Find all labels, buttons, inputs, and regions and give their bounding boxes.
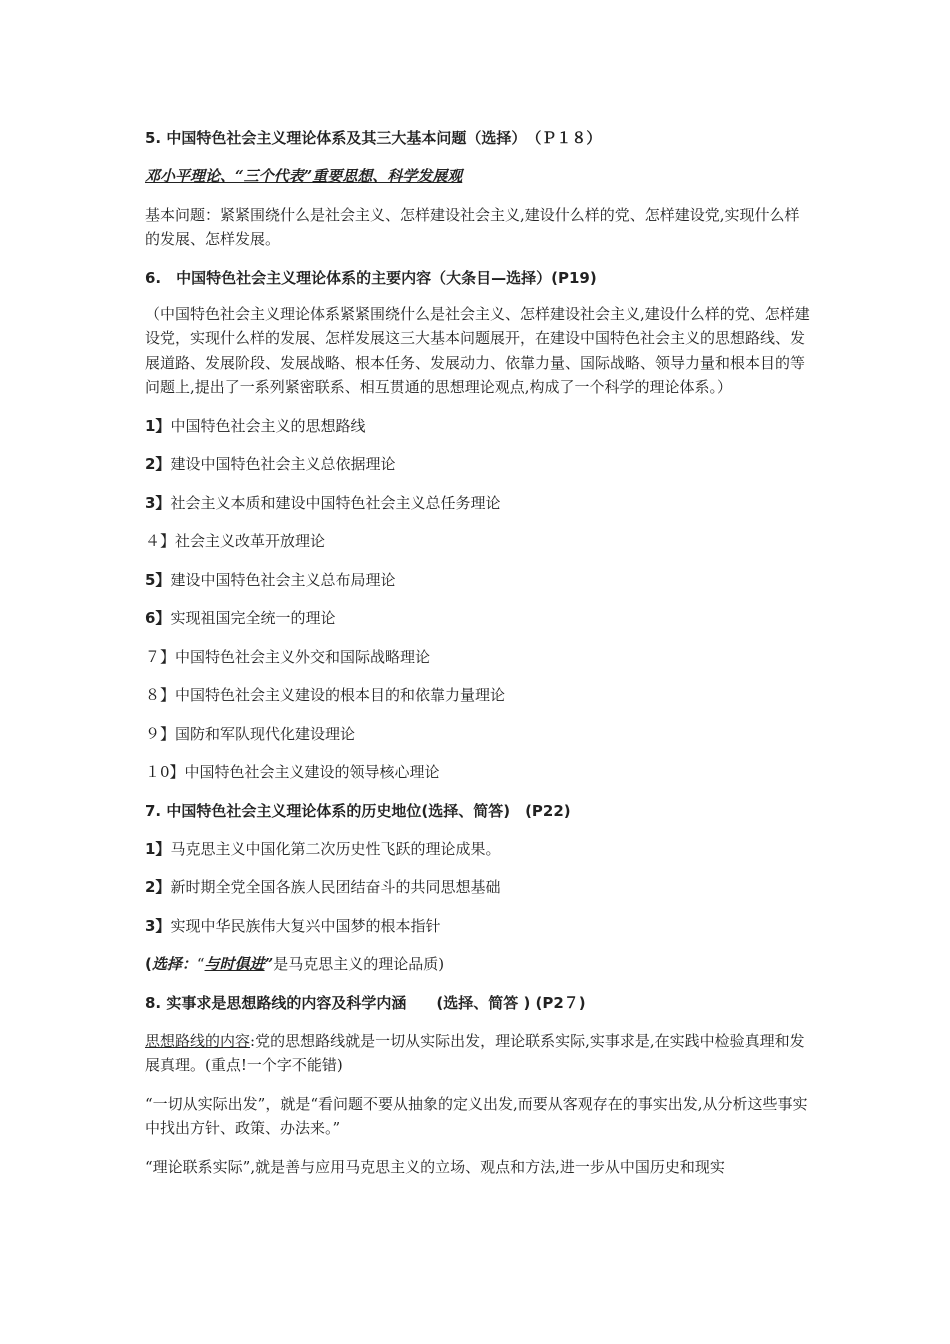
list-item <box>145 452 810 477</box>
list-item-text: 马克思主义中国化第二次历史性飞跃的理论成果。 <box>170 839 501 858</box>
list-item-number: ４】 <box>145 532 176 550</box>
paragraph-text: :党的思想路线就是一切从实际出发，理论联系实际,实事求是,在实践中检验真理和发展真理。(重点!一个字不能错) <box>145 1031 805 1074</box>
list-item-text: 新时期全党全国各族人民团结奋斗的共同思想基础 <box>170 878 501 896</box>
list-item-number: 3】 <box>145 493 171 512</box>
note-quote-close: ” <box>264 955 274 973</box>
section-5-heading: 5. 中国特色社会主义理论体系及其三大基本问题（选择） （Ｐ１８） <box>145 129 602 147</box>
list-item <box>145 529 810 554</box>
note-rest: 是马克思主义的理论品质) <box>273 955 445 973</box>
list-item-number: ９】 <box>145 724 176 743</box>
list-item <box>145 491 810 516</box>
list-item <box>145 645 810 670</box>
list-item-number: 5】 <box>145 570 171 589</box>
section-8-paragraph-2: “一切从实际出发”，就是“看问题不要从抽象的定义出发,而要从客观存在的事实出发,从分析这些事实中找出方针、政策、办法来。” <box>145 1094 808 1137</box>
note-label: 选择： <box>151 955 197 973</box>
list-item-number: 1】 <box>145 839 171 858</box>
section-6-intro: （中国特色社会主义理论体系紧紧围绕什么是社会主义、怎样建设社会主义,建设什么样的党、怎样建设党，实现什么样的发展、怎样发展这三大基本问题展开，在建设中国特色社会主义的思想路线、发展道路、发展阶段、发展战略、根本任务、发展动力、依靠力量、国际战略、领导力量和根本目的等问题上,提出了一系列紧密联系、相互贯通的思想理论观点,构成了一个科学的理论体系。） <box>145 304 810 396</box>
list-item <box>145 722 810 747</box>
note-quote-open: “ <box>196 955 205 973</box>
section-6-list <box>145 414 810 785</box>
list-item-text: 国防和军队现代化建设理论 <box>175 724 356 743</box>
list-item-number: 3】 <box>145 916 171 935</box>
section-8-paragraph-1 <box>145 1029 810 1078</box>
section-7-note <box>145 952 810 977</box>
list-item <box>145 760 810 785</box>
list-item-number: 6】 <box>145 609 171 627</box>
list-item <box>145 414 810 439</box>
list-item-text: 建设中国特色社会主义总布局理论 <box>170 570 396 589</box>
document-page <box>145 126 810 1179</box>
list-item <box>145 875 810 900</box>
list-item-text: 实现中华民族伟大复兴中国梦的根本指针 <box>170 916 441 935</box>
list-item-number: 2】 <box>145 878 171 896</box>
section-8-paragraph-3: “理论联系实际”,就是善与应用马克思主义的立场、观点和方法,进一步从中国历史和现实 <box>145 1157 725 1176</box>
list-item <box>145 914 810 939</box>
section-7-heading: 7. 中国特色社会主义理论体系的历史地位(选择、简答) (P22) <box>145 801 571 820</box>
list-item <box>145 837 810 862</box>
list-item-text: 中国特色社会主义外交和国际战略理论 <box>175 647 431 666</box>
list-item-text: 中国特色社会主义建设的根本目的和依靠力量理论 <box>175 686 506 704</box>
list-item-text: 建设中国特色社会主义总依据理论 <box>170 455 396 473</box>
list-item-number: 1】 <box>145 416 171 435</box>
note-keyword: 与时俱进 <box>204 955 265 973</box>
list-item-text: 中国特色社会主义的思想路线 <box>170 416 366 435</box>
section-5-body: 基本问题：紧紧围绕什么是社会主义、怎样建设社会主义,建设什么样的党、怎样建设党,实现什么样的发展、怎样发展。 <box>145 205 800 248</box>
list-item <box>145 683 810 708</box>
list-item-text: 实现祖国完全统一的理论 <box>170 609 336 627</box>
section-7-list <box>145 837 810 939</box>
list-item <box>145 568 810 593</box>
list-item-number: ７】 <box>145 647 176 666</box>
note-paren: ( <box>145 955 152 973</box>
list-item-number: 2】 <box>145 455 171 473</box>
list-item-number: １0】 <box>145 763 185 781</box>
section-6-heading: 6. 中国特色社会主义理论体系的主要内容（大条目—选择）(P19) <box>145 268 597 287</box>
section-8-heading: 8. 实事求是思想路线的内容及科学内涵 (选择、简答 ) (P2７) <box>145 993 586 1012</box>
list-item-text: 社会主义本质和建设中国特色社会主义总任务理论 <box>170 493 501 512</box>
section-5-subtitle: 邓小平理论、“三个代表”重要思想、科学发展观 <box>145 167 463 185</box>
list-item-text: 社会主义改革开放理论 <box>175 532 326 550</box>
list-item-number: ８】 <box>145 686 176 704</box>
list-item-text: 中国特色社会主义建设的领导核心理论 <box>184 763 440 781</box>
list-item <box>145 606 810 631</box>
paragraph-label: 思想路线的内容 <box>145 1031 251 1050</box>
